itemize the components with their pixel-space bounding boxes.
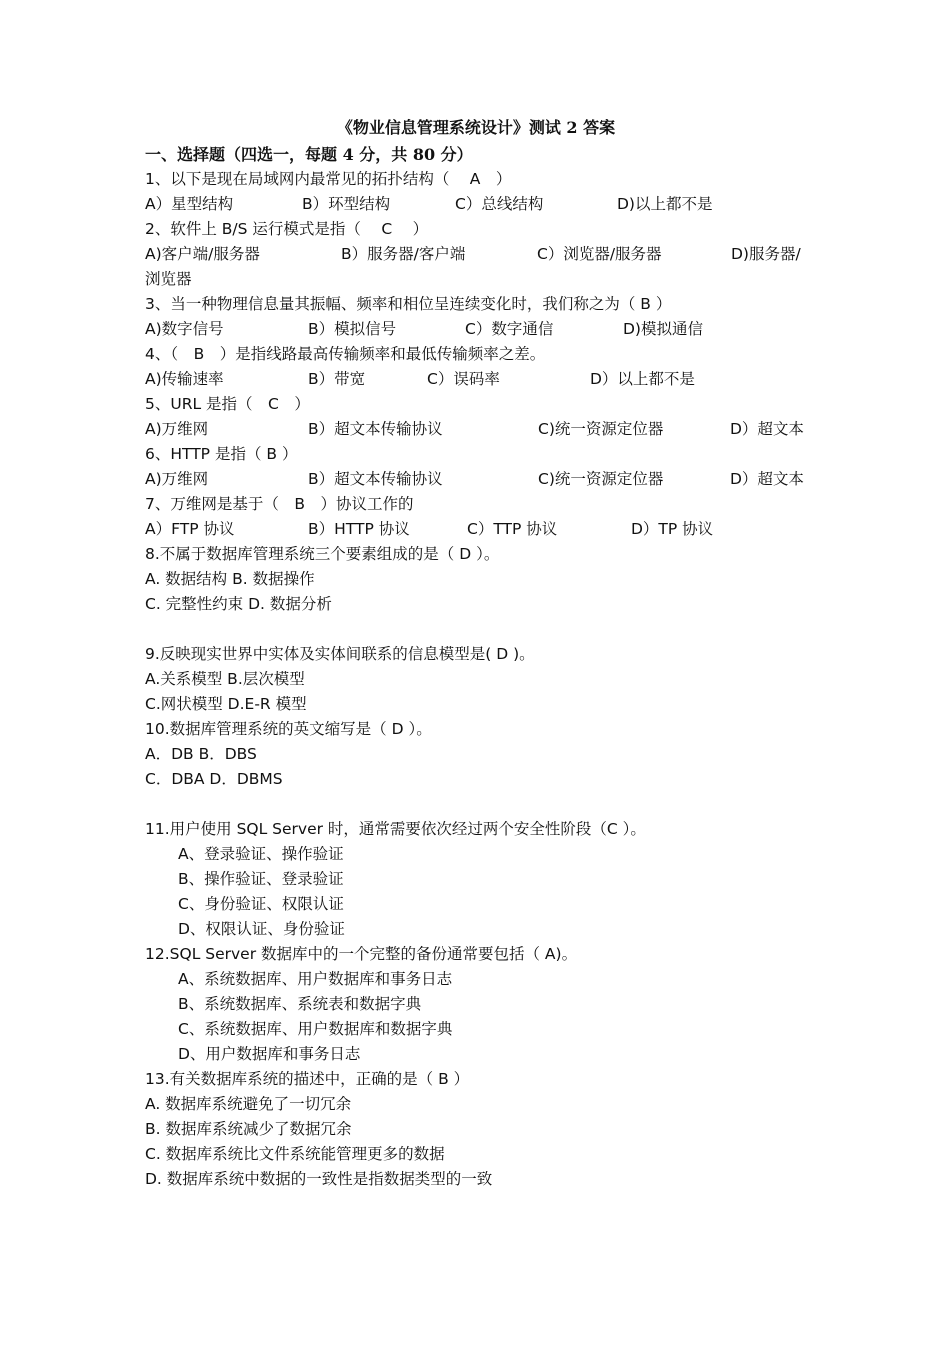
answer-line: D、用户数据库和事务日志: [178, 1045, 361, 1063]
option-a: A）FTP 协议: [145, 520, 235, 538]
answer-line: A、登录验证、操作验证: [178, 845, 344, 863]
option-b: B）HTTP 协议: [308, 520, 410, 538]
option-d: D）以上都不是: [590, 370, 695, 388]
option-b: B）服务器/客户端: [341, 245, 466, 263]
document-body: [145, 142, 825, 1192]
answer-line: A. 数据库系统避免了一切冗余: [145, 1095, 352, 1113]
question-13: 13.有关数据库系统的描述中，正确的是（ B ）: [145, 1070, 470, 1088]
option-b: B）模拟信号: [308, 320, 397, 338]
blank-line: [145, 792, 825, 817]
question-11: 11.用户使用 SQL Server 时，通常需要依次经过两个安全性阶段（C ）。: [145, 820, 646, 838]
answer-line: A.关系模型 B.层次模型: [145, 670, 305, 688]
answer-line: C. 完整性约束 D. 数据分析: [145, 595, 332, 613]
option-d: D）超文本: [730, 470, 804, 488]
answer-line: C. 数据库系统比文件系统能管理更多的数据: [145, 1145, 445, 1163]
question-12: 12.SQL Server 数据库中的一个完整的备份通常要包括（ A)。: [145, 945, 578, 963]
option-b: B）环型结构: [302, 195, 391, 213]
option-a: A)万维网: [145, 470, 209, 488]
question-3-options: [145, 317, 825, 342]
option-a: A)万维网: [145, 420, 209, 438]
question-1-options: [145, 192, 825, 217]
option-b: B）超文本传输协议: [308, 420, 443, 438]
answer-line: B、操作验证、登录验证: [178, 870, 344, 888]
question-6-options: [145, 467, 825, 492]
answer-line: A．DB B．DBS: [145, 745, 257, 763]
question-4-options: [145, 367, 825, 392]
question-6: 6、HTTP 是指（ B ）: [145, 445, 298, 463]
option-a: A)数字信号: [145, 320, 224, 338]
answer-line: C、身份验证、权限认证: [178, 895, 344, 913]
question-7-options: [145, 517, 825, 542]
question-5: 5、URL 是指（ C ）: [145, 395, 310, 413]
blank-line: [145, 617, 825, 642]
question-2-options: [145, 242, 825, 267]
option-c: C）浏览器/服务器: [537, 245, 662, 263]
option-d: D）超文本: [730, 420, 804, 438]
option-a: A)客户端/服务器: [145, 245, 260, 263]
answer-line: C.网状模型 D.E-R 模型: [145, 695, 307, 713]
option-c: C)统一资源定位器: [538, 420, 664, 438]
option-c: C）TTP 协议: [467, 520, 558, 538]
option-b: B）超文本传输协议: [308, 470, 443, 488]
option-d: D）TP 协议: [631, 520, 714, 538]
option-c: C）数字通信: [465, 320, 554, 338]
document-title: 《物业信息管理系统设计》测试 2 答案: [336, 118, 616, 137]
answer-line: B. 数据库系统减少了数据冗余: [145, 1120, 352, 1138]
option-a: A）星型结构: [145, 195, 234, 213]
answer-line: D、权限认证、身份验证: [178, 920, 345, 938]
question-3: 3、当一种物理信息量其振幅、频率和相位呈连续变化时，我们称之为（ B ）: [145, 295, 672, 313]
option-c: C）误码率: [427, 370, 500, 388]
option-c: C）总线结构: [455, 195, 544, 213]
option-d: D)模拟通信: [623, 320, 703, 338]
answer-line: A. 数据结构 B. 数据操作: [145, 570, 315, 588]
option-c: C)统一资源定位器: [538, 470, 664, 488]
answer-line: C．DBA D．DBMS: [145, 770, 283, 788]
question-8: 8.不属于数据库管理系统三个要素组成的是（ D ）。: [145, 545, 500, 563]
question-5-options: [145, 417, 825, 442]
question-10: 10.数据库管理系统的英文缩写是（ D ）。: [145, 720, 432, 738]
option-a: A)传输速率: [145, 370, 224, 388]
answer-line: D. 数据库系统中数据的一致性是指数据类型的一致: [145, 1170, 493, 1188]
option-d: D)服务器/: [731, 245, 801, 263]
option-d: D)以上都不是: [617, 195, 713, 213]
question-4: 4、（ B ）是指线路最高传输频率和最低传输频率之差。: [145, 345, 546, 363]
section-heading: 一、选择题（四选一，每题 4 分，共 80 分）: [145, 145, 473, 164]
answer-line: A、系统数据库、用户数据库和事务日志: [178, 970, 453, 988]
question-1: 1、以下是现在局域网内最常见的拓扑结构（ A ）: [145, 170, 512, 188]
question-7: 7、万维网是基于（ B ）协议工作的: [145, 495, 414, 513]
question-2-continuation: 浏览器: [145, 270, 192, 288]
answer-line: C、系统数据库、用户数据库和数据字典: [178, 1020, 453, 1038]
option-b: B）带宽: [308, 370, 366, 388]
question-2: 2、软件上 B/S 运行模式是指（ C ）: [145, 220, 429, 238]
answer-line: B、系统数据库、系统表和数据字典: [178, 995, 422, 1013]
question-9: 9.反映现实世界中实体及实体间联系的信息模型是( D )。: [145, 645, 535, 663]
